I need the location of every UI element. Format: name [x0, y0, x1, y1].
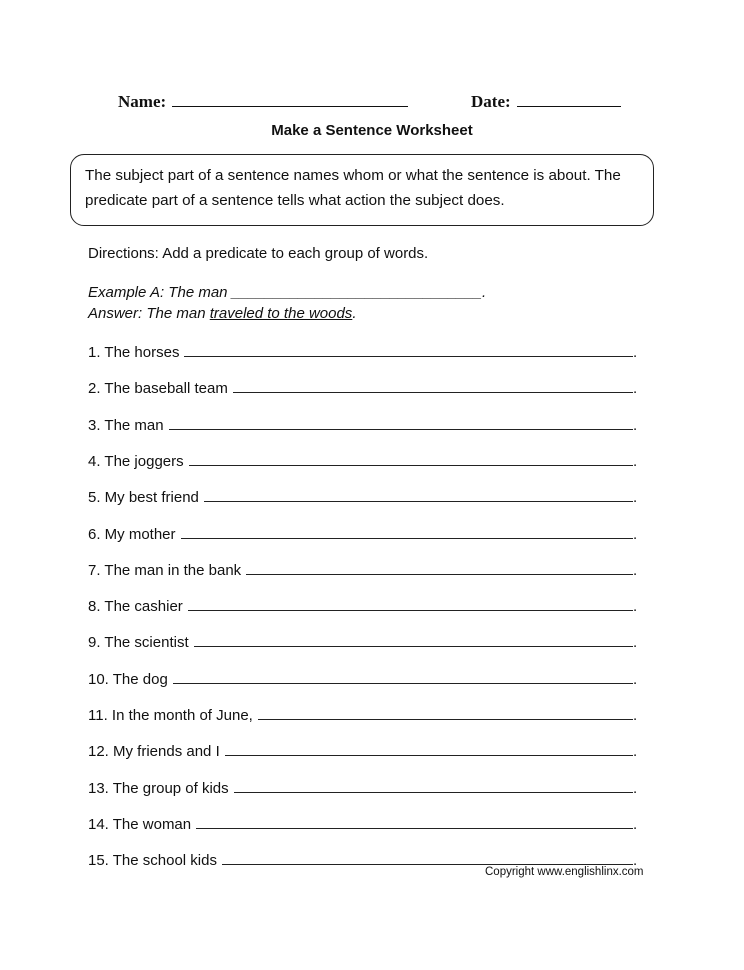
example-answer-suffix: .	[352, 305, 357, 322]
sentence-period: .	[633, 815, 638, 833]
answer-blank[interactable]	[234, 778, 633, 793]
sentence-period: .	[633, 707, 638, 724]
sentence-item	[88, 741, 648, 760]
sentence-item-prompt: 14. The woman	[88, 815, 192, 833]
name-field	[118, 90, 408, 112]
sentence-period: .	[633, 561, 638, 579]
sentence-item-prompt: 4. The joggers	[88, 452, 184, 470]
answer-blank[interactable]	[184, 342, 633, 357]
sentence-item	[88, 487, 648, 506]
sentence-item-prompt: 12. My friends and I	[88, 743, 220, 761]
sentence-item	[88, 560, 648, 579]
sentence-period: .	[633, 416, 638, 434]
sentence-period: .	[633, 852, 638, 870]
answer-blank[interactable]	[194, 632, 633, 647]
sentence-item	[88, 596, 648, 615]
sentence-item-prompt: 9. The scientist	[88, 634, 189, 652]
answer-blank[interactable]	[222, 850, 633, 865]
sentence-item-prompt: 8. The cashier	[88, 598, 183, 616]
sentence-item	[88, 778, 648, 797]
answer-blank[interactable]	[204, 487, 633, 502]
sentence-period: .	[633, 779, 638, 797]
copyright-text: Copyright www.englishlinx.com	[485, 866, 644, 878]
sentence-item-prompt: 11. In the month of June,	[88, 707, 253, 724]
sentence-item-prompt: 10. The dog	[88, 670, 168, 688]
definition-box	[70, 154, 654, 226]
example-prompt: Example A: The man ______________________________.	[88, 284, 487, 301]
sentence-item-prompt: 1. The horses	[88, 344, 180, 361]
sentence-item	[88, 705, 648, 724]
sentence-item	[88, 524, 648, 543]
date-field	[471, 90, 621, 112]
sentence-item	[88, 415, 648, 434]
definition-line-1: The subject part of a sentence names whom or what the sentence is about. The	[85, 167, 621, 184]
definition-line-2: predicate part of a sentence tells what action the subject does.	[85, 192, 505, 209]
answer-blank[interactable]	[169, 415, 633, 430]
sentence-item-prompt: 7. The man in the bank	[88, 561, 242, 579]
answer-blank[interactable]	[246, 560, 633, 575]
sentence-period: .	[633, 743, 638, 761]
sentence-period: .	[633, 598, 638, 616]
sentence-period: .	[633, 452, 638, 470]
sentence-item-prompt: 15. The school kids	[88, 852, 217, 870]
example-answer-prefix: Answer: The man	[88, 305, 206, 322]
sentence-period: .	[633, 344, 638, 361]
example-answer-predicate: traveled to the woods	[209, 305, 353, 322]
date-blank[interactable]	[517, 90, 621, 107]
sentence-item-prompt: 6. My mother	[88, 525, 176, 543]
sentence-item	[88, 378, 648, 397]
example-prompt-text: Example A: The man	[88, 284, 228, 301]
answer-blank[interactable]	[233, 378, 633, 393]
sentence-item	[88, 814, 648, 833]
sentence-item	[88, 342, 648, 361]
sentence-period: .	[633, 380, 638, 398]
sentence-period: .	[633, 634, 638, 652]
sentence-item-prompt: 3. The man	[88, 416, 164, 434]
answer-blank[interactable]	[173, 669, 633, 684]
answer-blank[interactable]	[258, 705, 633, 720]
name-blank[interactable]	[172, 90, 408, 107]
directions-text: Directions: Add a predicate to each group of words.	[88, 245, 429, 262]
sentence-period: .	[633, 525, 638, 543]
sentence-item	[88, 451, 648, 470]
worksheet-title: Make a Sentence Worksheet	[271, 122, 473, 139]
answer-blank[interactable]	[225, 741, 633, 756]
sentence-item-prompt: 5. My best friend	[88, 489, 199, 507]
answer-blank[interactable]	[196, 814, 633, 829]
answer-blank[interactable]	[189, 451, 633, 466]
date-label: Date:	[471, 92, 511, 111]
sentence-item	[88, 669, 648, 688]
name-label: Name:	[118, 92, 167, 111]
answer-blank[interactable]	[188, 596, 633, 611]
sentence-item-prompt: 13. The group of kids	[88, 779, 229, 797]
answer-blank[interactable]	[181, 524, 633, 539]
sentence-period: .	[633, 670, 638, 688]
example-answer	[88, 305, 356, 322]
sentence-item	[88, 632, 648, 651]
sentence-item-prompt: 2. The baseball team	[88, 380, 228, 398]
sentence-period: .	[633, 489, 638, 507]
